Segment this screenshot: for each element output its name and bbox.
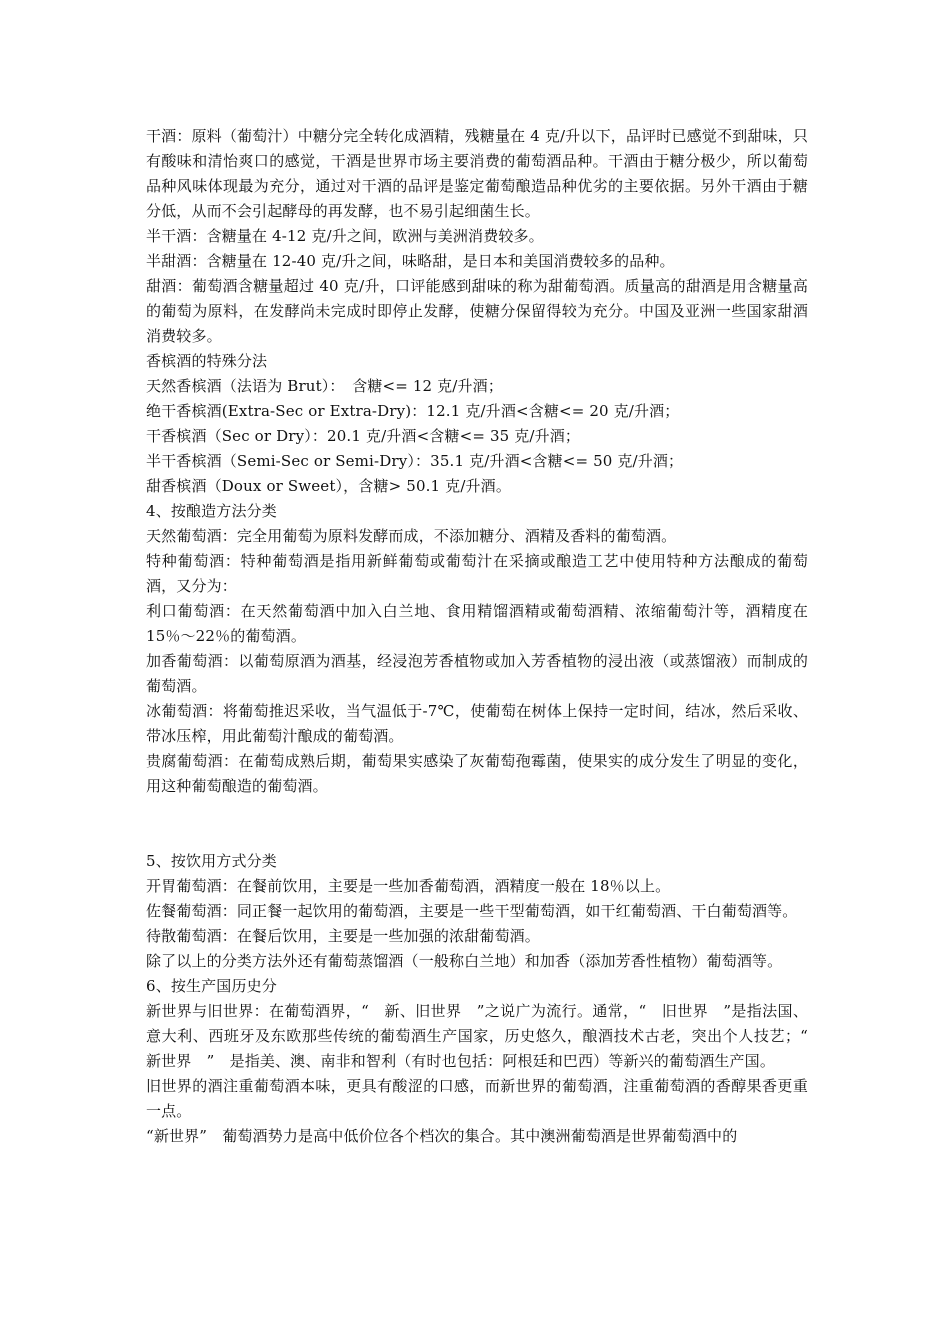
paragraph-dry-wine: 干酒：原料（葡萄汁）中糖分完全转化成酒精，残糖量在 4 克/升以下，品评时已感觉不到甜味，只有酸味和清怡爽口的感觉，干酒是世界市场主要消费的葡萄酒品种。干酒由于糖分极少，所以葡萄品种风味体现最为充分，通过对干酒的品评是鉴定葡萄酿造品种优劣的主要依据。另外干酒由于糖分低，从而不会引起酵母的再发酵，也不易引起细菌生长。 xyxy=(146,127,808,220)
paragraph-dessert-wine: 待散葡萄酒：在餐后饮用，主要是一些加强的浓甜葡萄酒。 xyxy=(146,927,540,945)
paragraph-other-classification: 除了以上的分类方法外还有葡萄蒸馏酒（一般称白兰地）和加香（添加芳香性植物）葡萄酒等。 xyxy=(146,952,783,970)
paragraph-champagne-semi-dry: 半干香槟酒（Semi-Sec or Semi-Dry）：35.1 克/升酒<含糖<= 50 克/升酒； xyxy=(146,452,684,470)
paragraph-new-old-world: 新世界与旧世界：在葡萄酒界，“ 新、旧世界 ”之说广为流行。通常，“ 旧世界 ”是指法国、意大利、西班牙及东欧那些传统的葡萄酒生产国家，历史悠久，酿酒技术古老，突出个人技艺；“ 新世界 ” 是指美、澳、南非和智利（有时也包括：阿根廷和巴西）等新兴的葡萄酒生产国。 xyxy=(146,1002,824,1070)
paragraph-special-wine: 特种葡萄酒：特种葡萄酒是指用新鲜葡萄或葡萄汁在采摘或酿造工艺中使用特种方法酿成的葡萄酒，又分为： xyxy=(146,552,808,595)
paragraph-ice-wine: 冰葡萄酒：将葡萄推迟采收，当气温低于-7℃，使葡萄在树体上保持一定时间，结冰，然后采收、带冰压榨，用此葡萄汁酿成的葡萄酒。 xyxy=(146,702,808,745)
section-heading-drinking-method: 5、按饮用方式分类 xyxy=(146,852,277,870)
paragraph-liqueur-wine: 利口葡萄酒：在天然葡萄酒中加入白兰地、食用精馏酒精或葡萄酒精、浓缩葡萄汁等，酒精度在 15％～22％的葡萄酒。 xyxy=(146,602,808,645)
paragraph-champagne-dry: 干香槟酒（Sec or Dry）：20.1 克/升酒<含糖<= 35 克/升酒； xyxy=(146,427,581,445)
paragraph-aromatized-wine: 加香葡萄酒：以葡萄原酒为酒基，经浸泡芳香植物或加入芳香植物的浸出液（或蒸馏液）而制成的葡萄酒。 xyxy=(146,652,808,695)
paragraph-sweet-wine: 甜酒：葡萄酒含糖量超过 40 克/升，口评能感到甜味的称为甜葡萄酒。质量高的甜酒是用含糖量高的葡萄为原料，在发酵尚未完成时即停止发酵，使糖分保留得较为充分。中国及亚洲一些国家甜酒消费较多。 xyxy=(146,277,808,345)
paragraph-natural-wine: 天然葡萄酒：完全用葡萄为原料发酵而成，不添加糖分、酒精及香料的葡萄酒。 xyxy=(146,527,677,545)
section-heading-country-history: 6、按生产国历史分 xyxy=(146,977,277,995)
paragraph-semi-sweet-wine: 半甜酒：含糖量在 12-40 克/升之间，味略甜，是日本和美国消费较多的品种。 xyxy=(146,252,675,270)
section-heading-brewing-method: 4、按酿造方法分类 xyxy=(146,502,277,520)
paragraph-table-wine: 佐餐葡萄酒：同正餐一起饮用的葡萄酒，主要是一些干型葡萄酒，如干红葡萄酒、干白葡萄酒等。 xyxy=(146,902,798,920)
paragraph-champagne-brut: 天然香槟酒（法语为 Brut）： 含糖<= 12 克/升酒； xyxy=(146,377,503,395)
paragraph-aperitif-wine: 开胃葡萄酒：在餐前饮用，主要是一些加香葡萄酒，酒精度一般在 18％以上。 xyxy=(146,877,671,895)
paragraph-champagne-heading: 香槟酒的特殊分法 xyxy=(146,352,268,370)
paragraph-old-world-taste: 旧世界的酒注重葡萄酒本味，更具有酸涩的口感，而新世界的葡萄酒，注重葡萄酒的香醇果香更重一点。 xyxy=(146,1077,808,1120)
paragraph-semi-dry-wine: 半干酒：含糖量在 4-12 克/升之间，欧洲与美洲消费较多。 xyxy=(146,227,544,245)
document-body xyxy=(146,124,824,1149)
paragraph-champagne-extra-dry: 绝干香槟酒(Extra-Sec or Extra-Dry)：12.1 克/升酒<含糖<= 20 克/升酒； xyxy=(146,402,680,420)
blank-gap xyxy=(146,799,808,849)
paragraph-noble-rot-wine: 贵腐葡萄酒：在葡萄成熟后期，葡萄果实感染了灰葡萄孢霉菌，使果实的成分发生了明显的变化，用这种葡萄酿造的葡萄酒。 xyxy=(146,752,808,795)
paragraph-champagne-sweet: 甜香槟酒（Doux or Sweet），含糖> 50.1 克/升酒。 xyxy=(146,477,511,495)
paragraph-new-world-price: “新世界” 葡萄酒势力是高中低价位各个档次的集合。其中澳洲葡萄酒是世界葡萄酒中的 xyxy=(146,1127,738,1145)
